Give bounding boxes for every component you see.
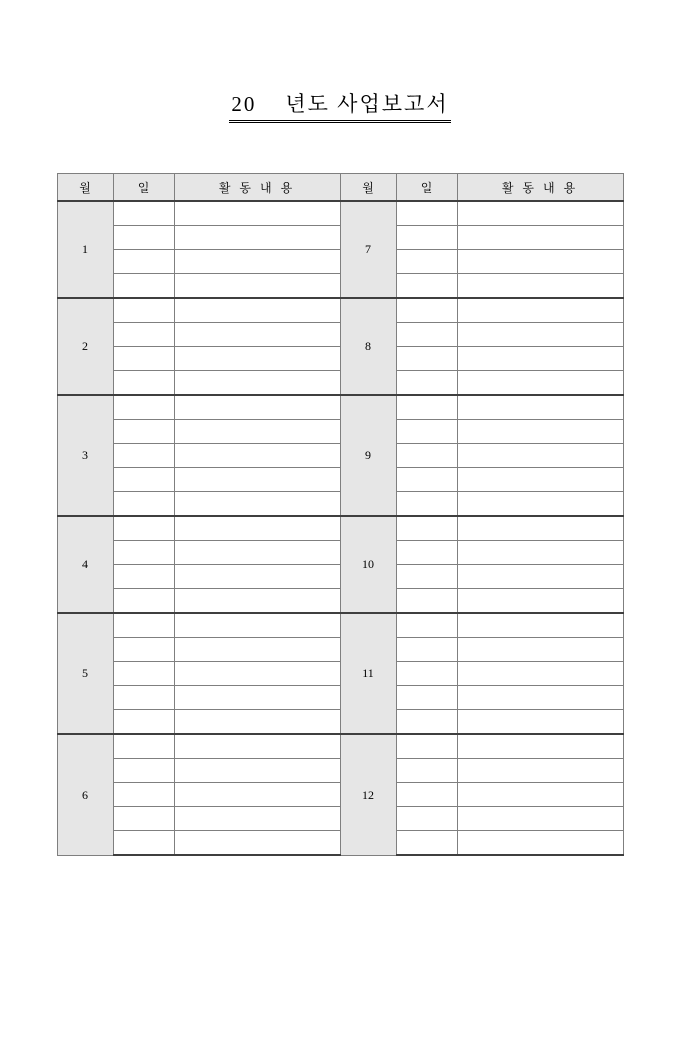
table-row bbox=[57, 516, 623, 541]
day-cell-left[interactable] bbox=[113, 420, 174, 444]
day-cell-left[interactable] bbox=[113, 638, 174, 662]
day-cell-left[interactable] bbox=[113, 492, 174, 517]
day-cell-right[interactable] bbox=[396, 686, 457, 710]
activity-cell-left[interactable] bbox=[174, 226, 340, 250]
month-cell-right: 9 bbox=[340, 395, 396, 516]
activity-cell-left[interactable] bbox=[174, 734, 340, 759]
day-cell-right[interactable] bbox=[396, 274, 457, 299]
activity-cell-left[interactable] bbox=[174, 807, 340, 831]
document-page bbox=[0, 78, 680, 1040]
activity-cell-right[interactable] bbox=[457, 420, 623, 444]
activity-cell-left[interactable] bbox=[174, 468, 340, 492]
activity-cell-right[interactable] bbox=[457, 565, 623, 589]
day-cell-right[interactable] bbox=[396, 226, 457, 250]
day-cell-right[interactable] bbox=[396, 710, 457, 735]
day-cell-left[interactable] bbox=[113, 516, 174, 541]
activity-cell-right[interactable] bbox=[457, 589, 623, 614]
day-cell-right[interactable] bbox=[396, 492, 457, 517]
column-header-day-right: 일 bbox=[396, 174, 457, 202]
day-cell-left[interactable] bbox=[113, 226, 174, 250]
table-row bbox=[57, 734, 623, 759]
activity-cell-left[interactable] bbox=[174, 347, 340, 371]
activity-cell-right[interactable] bbox=[457, 686, 623, 710]
column-header-activity-right: 활 동 내 용 bbox=[457, 174, 623, 202]
day-cell-right[interactable] bbox=[396, 589, 457, 614]
day-cell-left[interactable] bbox=[113, 710, 174, 735]
month-cell-left: 5 bbox=[57, 613, 113, 734]
activity-cell-right[interactable] bbox=[457, 783, 623, 807]
day-cell-left[interactable] bbox=[113, 468, 174, 492]
activity-cell-left[interactable] bbox=[174, 492, 340, 517]
table-row bbox=[57, 395, 623, 420]
day-cell-left[interactable] bbox=[113, 444, 174, 468]
day-cell-right[interactable] bbox=[396, 565, 457, 589]
activity-cell-left[interactable] bbox=[174, 710, 340, 735]
day-cell-right[interactable] bbox=[396, 516, 457, 541]
page-title: 20 년도 사업보고서 bbox=[229, 92, 450, 123]
month-cell-left: 2 bbox=[57, 298, 113, 395]
month-cell-left: 3 bbox=[57, 395, 113, 516]
month-cell-right: 10 bbox=[340, 516, 396, 613]
day-cell-left[interactable] bbox=[113, 395, 174, 420]
activity-cell-left[interactable] bbox=[174, 444, 340, 468]
day-cell-right[interactable] bbox=[396, 468, 457, 492]
day-cell-right[interactable] bbox=[396, 613, 457, 638]
day-cell-left[interactable] bbox=[113, 541, 174, 565]
column-header-activity-left: 활 동 내 용 bbox=[174, 174, 340, 202]
column-header-month-left: 월 bbox=[57, 174, 113, 202]
activity-cell-left[interactable] bbox=[174, 395, 340, 420]
day-cell-right[interactable] bbox=[396, 323, 457, 347]
header-row bbox=[57, 174, 623, 202]
month-cell-left: 4 bbox=[57, 516, 113, 613]
day-cell-left[interactable] bbox=[113, 759, 174, 783]
day-cell-right[interactable] bbox=[396, 444, 457, 468]
activity-cell-left[interactable] bbox=[174, 201, 340, 226]
month-cell-right: 11 bbox=[340, 613, 396, 734]
activity-cell-left[interactable] bbox=[174, 783, 340, 807]
day-cell-right[interactable] bbox=[396, 541, 457, 565]
activity-cell-right[interactable] bbox=[457, 250, 623, 274]
month-cell-right: 8 bbox=[340, 298, 396, 395]
activity-cell-right[interactable] bbox=[457, 347, 623, 371]
activity-cell-right[interactable] bbox=[457, 492, 623, 517]
activity-cell-left[interactable] bbox=[174, 298, 340, 323]
activity-cell-left[interactable] bbox=[174, 250, 340, 274]
activity-cell-left[interactable] bbox=[174, 420, 340, 444]
day-cell-right[interactable] bbox=[396, 201, 457, 226]
day-cell-left[interactable] bbox=[113, 323, 174, 347]
activity-cell-left[interactable] bbox=[174, 565, 340, 589]
activity-cell-left[interactable] bbox=[174, 589, 340, 614]
activity-cell-left[interactable] bbox=[174, 831, 340, 856]
month-cell-left: 1 bbox=[57, 201, 113, 298]
day-cell-left[interactable] bbox=[113, 783, 174, 807]
table-row bbox=[57, 201, 623, 226]
activity-cell-left[interactable] bbox=[174, 759, 340, 783]
activity-cell-right[interactable] bbox=[457, 613, 623, 638]
month-cell-right: 12 bbox=[340, 734, 396, 855]
activity-cell-right[interactable] bbox=[457, 541, 623, 565]
activity-cell-right[interactable] bbox=[457, 444, 623, 468]
day-cell-right[interactable] bbox=[396, 395, 457, 420]
day-cell-right[interactable] bbox=[396, 734, 457, 759]
day-cell-right[interactable] bbox=[396, 759, 457, 783]
day-cell-right[interactable] bbox=[396, 347, 457, 371]
day-cell-left[interactable] bbox=[113, 734, 174, 759]
day-cell-right[interactable] bbox=[396, 831, 457, 856]
activity-report-table bbox=[57, 173, 624, 856]
activity-cell-right[interactable] bbox=[457, 807, 623, 831]
day-cell-left[interactable] bbox=[113, 298, 174, 323]
table-row bbox=[57, 613, 623, 638]
day-cell-right[interactable] bbox=[396, 298, 457, 323]
activity-cell-left[interactable] bbox=[174, 371, 340, 396]
month-cell-left: 6 bbox=[57, 734, 113, 855]
activity-cell-right[interactable] bbox=[457, 710, 623, 735]
activity-cell-left[interactable] bbox=[174, 638, 340, 662]
day-cell-right[interactable] bbox=[396, 638, 457, 662]
activity-cell-right[interactable] bbox=[457, 323, 623, 347]
activity-cell-left[interactable] bbox=[174, 516, 340, 541]
day-cell-left[interactable] bbox=[113, 274, 174, 299]
activity-cell-right[interactable] bbox=[457, 831, 623, 856]
day-cell-right[interactable] bbox=[396, 807, 457, 831]
activity-cell-left[interactable] bbox=[174, 613, 340, 638]
day-cell-left[interactable] bbox=[113, 250, 174, 274]
table-header bbox=[57, 174, 623, 202]
day-cell-right[interactable] bbox=[396, 250, 457, 274]
column-header-day-left: 일 bbox=[113, 174, 174, 202]
activity-cell-left[interactable] bbox=[174, 662, 340, 686]
activity-cell-right[interactable] bbox=[457, 226, 623, 250]
activity-cell-left[interactable] bbox=[174, 274, 340, 299]
activity-cell-right[interactable] bbox=[457, 274, 623, 299]
day-cell-left[interactable] bbox=[113, 807, 174, 831]
title-container bbox=[0, 78, 680, 137]
day-cell-right[interactable] bbox=[396, 371, 457, 396]
day-cell-left[interactable] bbox=[113, 565, 174, 589]
activity-cell-right[interactable] bbox=[457, 298, 623, 323]
day-cell-right[interactable] bbox=[396, 420, 457, 444]
day-cell-left[interactable] bbox=[113, 347, 174, 371]
day-cell-left[interactable] bbox=[113, 589, 174, 614]
day-cell-right[interactable] bbox=[396, 783, 457, 807]
day-cell-left[interactable] bbox=[113, 371, 174, 396]
activity-cell-right[interactable] bbox=[457, 516, 623, 541]
activity-cell-right[interactable] bbox=[457, 759, 623, 783]
activity-cell-right[interactable] bbox=[457, 468, 623, 492]
activity-cell-right[interactable] bbox=[457, 638, 623, 662]
activity-cell-left[interactable] bbox=[174, 323, 340, 347]
day-cell-left[interactable] bbox=[113, 201, 174, 226]
activity-cell-right[interactable] bbox=[457, 395, 623, 420]
activity-cell-left[interactable] bbox=[174, 541, 340, 565]
activity-cell-right[interactable] bbox=[457, 201, 623, 226]
activity-cell-right[interactable] bbox=[457, 662, 623, 686]
table-body bbox=[57, 201, 623, 855]
day-cell-right[interactable] bbox=[396, 662, 457, 686]
day-cell-left[interactable] bbox=[113, 662, 174, 686]
month-cell-right: 7 bbox=[340, 201, 396, 298]
activity-cell-right[interactable] bbox=[457, 734, 623, 759]
activity-cell-left[interactable] bbox=[174, 686, 340, 710]
column-header-month-right: 월 bbox=[340, 174, 396, 202]
activity-cell-right[interactable] bbox=[457, 371, 623, 396]
day-cell-left[interactable] bbox=[113, 686, 174, 710]
day-cell-left[interactable] bbox=[113, 831, 174, 856]
table-row bbox=[57, 298, 623, 323]
day-cell-left[interactable] bbox=[113, 613, 174, 638]
